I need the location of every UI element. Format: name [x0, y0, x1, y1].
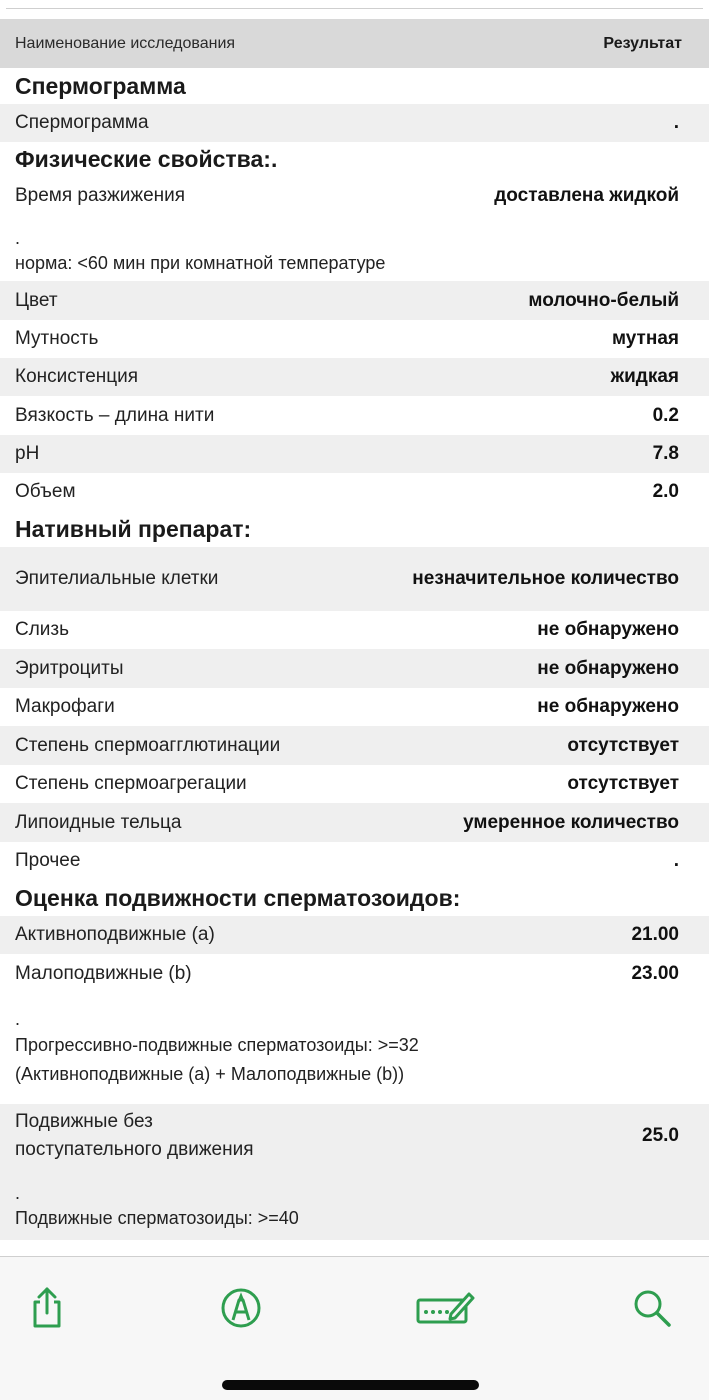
table-row	[0, 396, 709, 435]
row-name: Мутность	[15, 328, 99, 349]
header-result-column: Результат	[603, 35, 682, 52]
row-value: 23.00	[631, 963, 679, 984]
row-name-line: Подвижные без	[15, 1111, 153, 1132]
report-document	[0, 20, 709, 1240]
table-row	[0, 281, 709, 320]
row-name: Прочее	[15, 850, 81, 871]
signature-button[interactable]	[413, 1283, 477, 1333]
row-value: отсутствует	[567, 734, 679, 756]
table-row	[0, 435, 709, 473]
table-row	[0, 842, 709, 880]
table-row	[0, 176, 709, 216]
table-row	[0, 358, 709, 396]
row-value: не обнаружено	[537, 696, 679, 717]
row-name: Эритроциты	[15, 657, 124, 679]
reference-note	[0, 994, 709, 1104]
row-name: Макрофаги	[15, 696, 115, 717]
row-name: Степень спермоагрегации	[15, 773, 247, 794]
table-row	[0, 688, 709, 726]
markup-icon	[219, 1286, 263, 1330]
section-title: Спермограмма	[0, 68, 709, 104]
header-name-column: Наименование исследования	[15, 35, 236, 52]
search-icon	[631, 1287, 673, 1329]
row-value: 25.0	[642, 1125, 679, 1146]
row-name: Активноподвижные (а)	[15, 924, 215, 945]
section-title: Оценка подвижности сперматозоидов:	[0, 880, 709, 916]
row-name-line: поступательного движения	[15, 1139, 254, 1160]
row-name: Цвет	[15, 289, 58, 311]
table-row	[0, 954, 709, 994]
table-header	[0, 20, 709, 68]
table-row	[0, 547, 709, 611]
markup-button[interactable]	[216, 1283, 266, 1333]
note-text: Прогрессивно-подвижные сперматозоиды: >=32	[15, 1035, 419, 1055]
row-value: 2.0	[652, 481, 679, 502]
row-value: доставлена жидкой	[494, 185, 679, 206]
row-name: Слизь	[15, 619, 70, 640]
note-text: норма: <60 мин при комнатной температуре	[15, 253, 386, 273]
row-name: Время разжижения	[15, 185, 186, 206]
row-value: .	[673, 850, 679, 871]
row-value: не обнаружено	[537, 657, 679, 679]
note-dot: .	[15, 228, 21, 248]
row-value: отсутствует	[567, 773, 679, 794]
table-row	[0, 916, 709, 954]
table-row	[0, 765, 709, 803]
row-value: мутная	[611, 328, 679, 349]
note-text: (Активноподвижные (а) + Малоподвижные (b))	[15, 1064, 405, 1084]
table-row	[0, 803, 709, 842]
row-name: Спермограмма	[15, 112, 149, 133]
table-row	[0, 473, 709, 511]
row-value: жидкая	[610, 366, 679, 387]
row-value: молочно-белый	[528, 289, 679, 311]
table-row	[0, 726, 709, 765]
reference-note	[0, 216, 709, 281]
row-value: 0.2	[652, 404, 679, 426]
signature-icon	[415, 1288, 475, 1328]
row-name: Малоподвижные (b)	[15, 963, 192, 984]
table-row	[0, 611, 709, 649]
row-name: Вязкость – длина нити	[15, 404, 215, 426]
search-button[interactable]	[627, 1283, 677, 1333]
note-dot: .	[15, 1183, 21, 1203]
share-icon	[27, 1286, 67, 1330]
row-value: не обнаружено	[537, 619, 679, 640]
row-name: Эпителиальные клетки	[15, 568, 219, 589]
section-title: Физические свойства:.	[0, 142, 709, 176]
row-value: незначительное количество	[412, 568, 679, 589]
table-row	[0, 320, 709, 358]
table-row	[0, 1104, 709, 1168]
row-name: pH	[15, 443, 40, 464]
table-row	[0, 649, 709, 688]
share-button[interactable]	[22, 1283, 72, 1333]
note-dot: .	[15, 1009, 21, 1029]
reference-note	[0, 1168, 709, 1240]
table-row	[0, 104, 709, 142]
section-title: Нативный препарат:	[0, 511, 709, 547]
row-name: Консистенция	[15, 366, 139, 387]
row-value: 21.00	[631, 924, 679, 945]
row-value: умеренное количество	[463, 811, 679, 833]
row-name: Объем	[15, 481, 76, 502]
row-name	[15, 1108, 254, 1164]
note-text: Подвижные сперматозоиды: >=40	[15, 1208, 299, 1228]
top-edge	[0, 0, 709, 20]
row-value: .	[673, 112, 679, 133]
row-name: Степень спермоагглютинации	[15, 734, 281, 756]
row-name: Липоидные тельца	[15, 811, 182, 833]
row-value: 7.8	[652, 443, 679, 464]
bottom-toolbar	[0, 1256, 709, 1400]
home-indicator[interactable]	[222, 1380, 479, 1390]
